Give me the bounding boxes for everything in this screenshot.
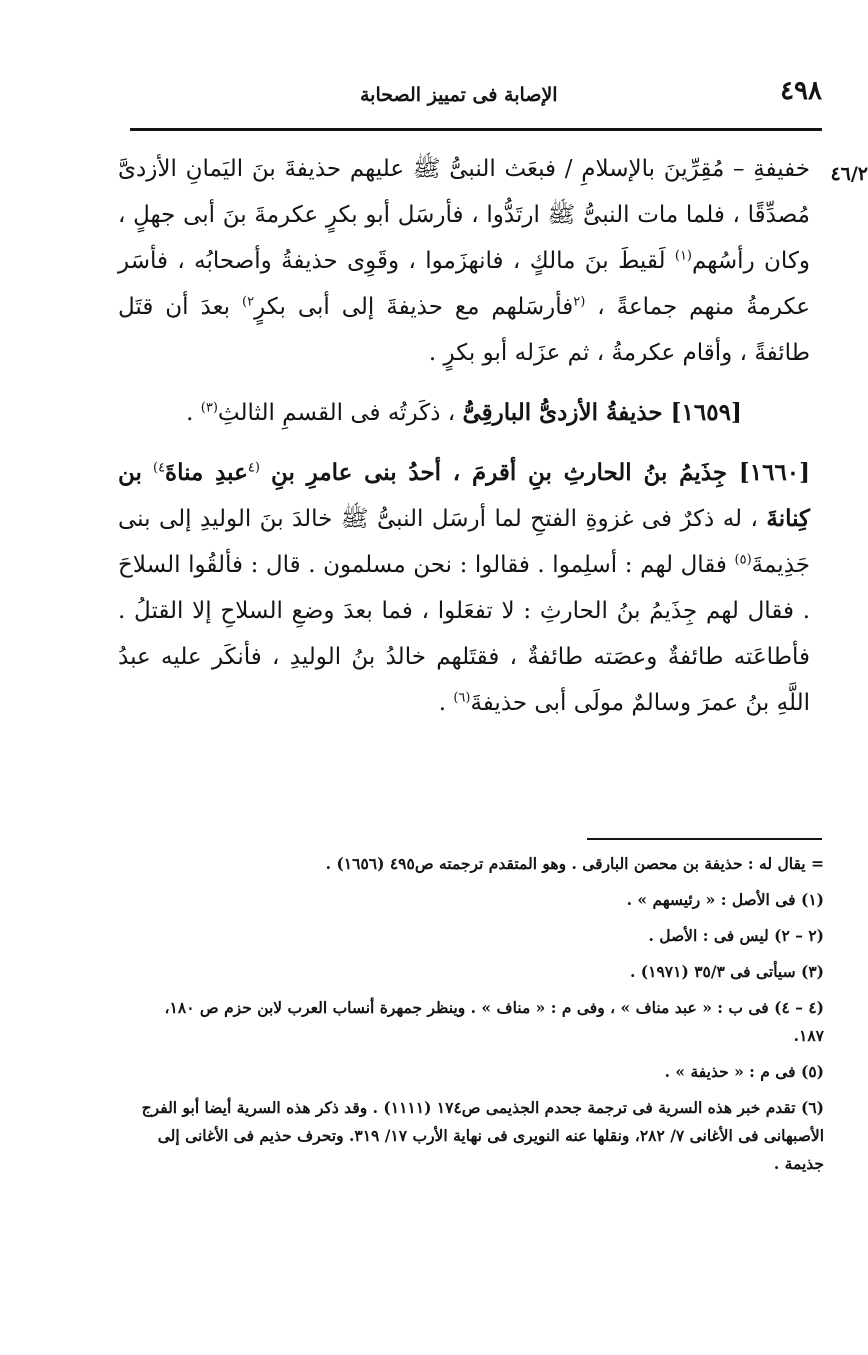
- body-text: [118, 146, 810, 726]
- entry-1659: [١٦٥٩] حذيفةُ الأزدىُّ البارقِىُّ ، ذكَرتُه فى القسمِ الثالثِ$^{(٣)}$ .: [186, 399, 742, 426]
- entry-heading: [١٦٥٩] حذيفةُ الأزدىُّ البارقِىُّ: [462, 399, 742, 426]
- body-line: خفيفةِ – مُقِرِّينَ بالإسلامِ / فبعَث النبىُّ ﷺ عليهم حذيفةَ بنَ اليَمانِ الأزدىَّ: [118, 156, 810, 182]
- footnote-ref: ٢): [242, 294, 255, 310]
- running-title: الإصابة فى تمييز الصحابة: [360, 84, 558, 106]
- footnote-ref: (١): [674, 248, 692, 264]
- body-line: فأرسَلهم مع حذيفةَ إلى أبى بكرٍ: [254, 294, 574, 320]
- body-line: وأقام عكرمةُ ، ثم عزَله أبو بكرٍ .: [428, 340, 733, 366]
- footnote-ref: (٣): [200, 400, 218, 416]
- entry-heading-part: عبدِ مناةَ: [165, 459, 248, 486]
- body-line: لَقيطَ بنَ مالكٍ ، فانهزَموا ، وقَوِى حذيفةُ وأصحابُه ، فأسَر: [118, 248, 666, 274]
- footnote: (٣) سيأتى فى ٣٥/٣ (١٩٧١) .: [630, 962, 824, 981]
- footnote: = يقال له : حذيفة بن محصن البارقى . وهو المتقدم ترجمته ص٤٩٥ (١٦٥٦) .: [325, 854, 824, 873]
- entry-text: ، ذكَرتُه فى القسمِ الثالثِ: [217, 400, 456, 426]
- body-line: عكرمةُ منهم جماعةً ،: [597, 294, 811, 320]
- body-line: فقال لهم : أسلِموا . فقالوا : نحن مسلمون . قال : فألقُوا السلاحَ .: [118, 552, 810, 624]
- footnote: (٦) تقدم خبر هذه السرية فى ترجمة جحدم الجذيمى ص١٧٤ (١١١١) . وقد ذكر هذه السرية أيضا أبو الفرج الأصبهانى فى الأغانى ٧/ ٢٨٢، ونقلها عنه النويرى فى نهاية الأرب ١٧/ ٣١٩. وتحرف حذيم فى الأغانى إلى جذيمة .: [141, 1098, 824, 1173]
- footnote: (٥) فى م : « حذيفة » .: [664, 1062, 824, 1081]
- page-header: [130, 62, 822, 128]
- footnote-ref: (٥): [734, 552, 752, 568]
- entry-heading: [١٦٦٠] جِذَيمُ بنُ الحارثِ بنِ أقرمَ ، أحدُ بنى عامرِ بنِ: [270, 459, 811, 486]
- body-line: فقال لهم جِذَيمُ بنُ الحارثِ : لا تفعَلوا ، فما بعدَ وضعِ السلاحِ إلا القتلُ . فأطاعَته: [118, 598, 810, 670]
- margin-reference: ٤٦/٢: [830, 163, 868, 185]
- body-line: مولَى أبى حذيفةَ: [470, 690, 625, 716]
- entry-heading-part: بن كِنانةَ: [118, 459, 810, 532]
- footnote: (٤ – ٤) فى ب : « عبد مناف » ، وفى م : « مناف » . وينظر جمهرة أنساب العرب لابن حزم ص ١٨٠، ١٨٧.: [164, 998, 824, 1045]
- footnote-ref: (٤: [247, 460, 260, 476]
- footnote: (١) فى الأصل : « رئيسهم » .: [626, 890, 824, 909]
- entry-1660: [١٦٦٠] جِذَيمُ بنُ الحارثِ بنِ أقرمَ ، أحدُ بنى عامرِ بنِ $^{(٤}$عبدِ مناةَ$^{٤)}$ بن كِنانةَ ، له ذكرٌ فى غزوةِ الفتحِ لما أرسَل النبىُّ ﷺ خالدَ بنَ الوليدِ إلى بنى جَذِيمةَ$^{(٥)}$ فقال لهم : أسلِموا . فقالوا : نحن مسلمون . قال : فألقُوا السلاحَ . فقال لهم جِذَيمُ بنُ الحارثِ : لا تفعَلوا ، فما بعدَ وضعِ السلاحِ إلا القتلُ . فأطاعَته طائفةٌ وعصَته طائفةٌ ، فقتَلهم خالدُ بنُ الوليدِ ، فأنكَر عليه عبدُ اللَّهِ بنُ عمرَ وسالمٌ مولَى أبى حذيفةَ$^{(٦)}$ .: [118, 459, 811, 716]
- footnote-ref: ٤): [152, 460, 166, 476]
- body-line: وكان رأسُهم: [692, 248, 810, 274]
- body-line: مُصدِّقًا ، فلما مات النبىُّ ﷺ ارتَدُّوا ، فأرسَل أبو بكرٍ عكرمةَ بنَ أبى جهلٍ ،: [118, 202, 810, 228]
- body-line: ، له ذكرٌ فى غزوةِ الفتحِ لما أرسَل النبىُّ ﷺ خالدَ بنَ الوليدِ إلى بنى: [118, 506, 758, 532]
- header-rule: [130, 128, 822, 131]
- footnote-ref: (٦): [453, 690, 471, 706]
- footnote: (٢ – ٢) ليس فى : الأصل .: [648, 926, 824, 945]
- page-number: ٤٩٨: [780, 76, 822, 106]
- body-line: طائفةٌ وعصَته طائفةٌ ، فقتَلهم خالدُ بنُ الوليدِ ، فأنكَر عليه عبدُ اللَّهِ بنُ عمرَ وسالمٌ: [118, 644, 810, 716]
- footnote-ref: (٢: [573, 294, 586, 310]
- body-line: جَذِيمةَ: [751, 552, 810, 578]
- footnote-rule: [587, 838, 822, 840]
- body-line: بعدَ أن قتَل طائفةً ،: [118, 294, 810, 366]
- footnotes: [132, 850, 824, 1186]
- paragraph-continuation: [118, 146, 810, 376]
